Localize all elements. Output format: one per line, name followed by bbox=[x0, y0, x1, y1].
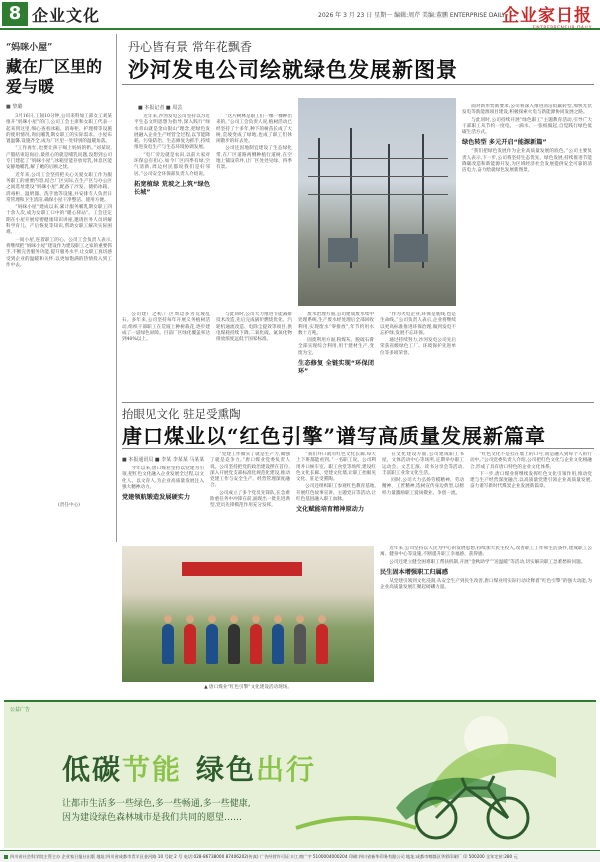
footer bbox=[0, 850, 600, 862]
paragraph: 近年来,公司坚持以人民为中心的发展思想,持续加大民生投入,改善职工工作和生活条件,建成职工公寓、健身中心等设施,不断提升职工幸福感、获得感。 bbox=[380, 546, 592, 558]
article2-column bbox=[122, 466, 204, 544]
logo-text: 企业家日报 bbox=[502, 6, 592, 26]
bicycle-illustration bbox=[276, 708, 576, 848]
advert-headline-part: 绿色 bbox=[196, 753, 257, 786]
advert-headline-part: 低碳 bbox=[62, 753, 123, 786]
article2-column bbox=[380, 546, 592, 680]
power-plant-photo bbox=[298, 98, 456, 306]
footer-text: 四川省社会科学院主管主办 企业家日报社出版 地址:四川省成都市青羊区金河路 10 号院 2 号 电话:028-86738000 87406202(传真) 广告经营许可证:川工商广字 5100004000204 印刷:四川省新华印务有限公司 地址:成都市郫都区华彩印刷厂 印 500200 全年定价:280 元 bbox=[10, 854, 518, 859]
advert-slogan-line: 因为建设绿色森林城市是我们共同的愿望…… bbox=[62, 813, 243, 823]
paragraph: 面对新形势新要求,公司将深入推进清洁低碳转型,加快光伏发电等新能源项目建设,积极探索火电与新能源协同发展之路。 bbox=[462, 104, 592, 116]
article1-column bbox=[380, 312, 456, 398]
page-number: 8 bbox=[2, 2, 28, 26]
subheading: 党建领航锻造发展硬实力 bbox=[122, 494, 191, 502]
article1-title: 沙河发电公司绘就绿色发展新图景 bbox=[128, 57, 458, 82]
subheading: 生态修复 全链实现“环保闭环” bbox=[298, 360, 374, 376]
divider bbox=[122, 84, 594, 85]
article2-column bbox=[210, 452, 290, 544]
paragraph: 今年以来,唐口煤业坚持以党建为引领,把红色文化融入企业发展全过程,以文化人、以文育人,为企业高质量发展注入强大精神动力。 bbox=[122, 466, 204, 490]
masthead bbox=[0, 0, 600, 28]
paragraph: 公司还组织职工参观红色教育基地,开展红色故事宣讲、主题党日等活动,让红色基因融入职工血脉。 bbox=[296, 484, 376, 503]
article2-column bbox=[470, 452, 592, 544]
paragraph: 废水治理方面,公司建成废水集中处理系统,生产废水经处理后全部回收利用,实现废水“零排放”,年节约用水数十万吨。 bbox=[298, 312, 374, 336]
paragraph: 近年来,公司工会坚持把关心关爱女职工作为服务职工的重要内容,结合厂区实际,在生产区与办公区之间选址建设“妈咪小屋”,配备了沙发、储奶冰箱、消毒柜、温奶器、洗手池等设施,并安排专人负责日常管理和卫生清洁,确保小屋干净整洁、使用方便。 bbox=[6, 172, 112, 203]
paragraph: 3月16日,工间10分钟,公司来料加工部女工刘某推开“妈咪小屋”的门,公司工会主席和女职工代表一起来到这里,细心查看冰箱、消毒柜、护理椅等设施的使用情况,询问哺乳期女职工的实际需求。小屋布置温馨,设施齐全,成为厂区里一处特别的温暖角落。 bbox=[6, 114, 112, 145]
paragraph: “党建工作做实了就是生产力,做强了就是竞争力。”唐口煤业党委负责人说。公司坚持把党的政治建设摆在首位,深入开展党支部标准化规范化建设,推动党建工作与安全生产、经营管理深度融合。 bbox=[210, 452, 290, 489]
newspaper-logo bbox=[502, 1, 592, 31]
subheading: 拓宽植绿 荒坡之上筑“绿色长城” bbox=[134, 180, 210, 196]
article1-kicker: 丹心皆有景 常年花飘香 bbox=[128, 40, 252, 54]
article1-column bbox=[134, 114, 210, 306]
paragraph: 通过持续努力,沙河发电公司先后荣获省级绿色工厂、环境保护先进单位等多项荣誉。 bbox=[380, 338, 456, 356]
paragraph: 公司还因地制宜建设了生态绿化带,在厂区道路两侧种植行道树,在空地上铺设草坪,让厂区处处见绿、四季有景。 bbox=[216, 146, 292, 171]
article1-column bbox=[122, 312, 210, 398]
paragraph: 公司还建立健全困难职工帮扶机制,开展“金秋助学”“送温暖”等活动,切实解决职工急难愁盼问题。 bbox=[389, 559, 586, 565]
paragraph: 一间小屋,连着职工的心。公司工会负责人表示,将继续把“妈咪小屋”建设作为建设职工之家的重要抓手,不断完善服务功能,提升服务水平,让女职工真切感受到企业的温暖和关怀,以更加饱满的热情投入到工作中去。 bbox=[6, 237, 112, 268]
paragraph: “作为火电企业,环保是底线,也是生命线。”公司负责人表示,企业将继续以更高标准推进环保治理,做到发电不忘护绿,发展不忘环保。 bbox=[380, 312, 456, 336]
left-article bbox=[6, 36, 112, 536]
left-article-kicker: “妈咪小屋” bbox=[6, 43, 53, 53]
section-title: 企业文化 bbox=[32, 6, 101, 25]
subheading: 绿色转型 多元开启“能源新篇” bbox=[462, 139, 547, 147]
article2-column bbox=[296, 452, 376, 544]
article1-column bbox=[462, 104, 592, 398]
divider bbox=[122, 402, 594, 403]
article1-column bbox=[216, 114, 292, 306]
article2-byline: ■ 本报通讯员 ■ 李某 李某某 马某某 bbox=[122, 457, 205, 463]
article1-byline: ■ 本报记者 ■ 周芸 bbox=[138, 105, 183, 111]
paragraph: 从党建引领到文化浸润,从安全生产到民生改善,唐口煤业用实际行动诠释着“红色引擎”的强大动能,为企业高质量发展汇聚起磅礴力量。 bbox=[380, 578, 592, 591]
paragraph: “我们井口就有红色文化长廊,每天上下班都能看到。”一名职工说。公司利用井口候车室、职工食堂等场所,建设红色文化长廊、党建文化墙,让职工抬眼见文化、驻足受熏陶。 bbox=[296, 452, 376, 483]
paragraph: 固废利用方面,粉煤灰、脱硫石膏全部实现综合利用,用于建材生产,变废为宝。 bbox=[298, 338, 374, 356]
advert-headline-part: 节能 bbox=[122, 753, 183, 786]
advert-slogan-line: 让都市生活多一些绿色,多一些畅通,多一些健康, bbox=[62, 799, 251, 809]
left-article-body bbox=[6, 114, 112, 269]
staff-activity-photo bbox=[122, 546, 374, 682]
advert-headline-part: 出行 bbox=[256, 753, 317, 786]
paragraph: 公司成立了多个党员先锋队,在急难险重任务中冲锋在前,涌现出一批先进典型,党员先锋模范作用充分发挥。 bbox=[210, 490, 290, 509]
article2-title: 唐口煤业以“红色引擎”谱写高质量发展新篇章 bbox=[122, 424, 547, 448]
column-divider bbox=[116, 34, 117, 542]
paragraph: “这片树林是职工们一棵一棵种出来的。”公司工会负责人说,植树活动已经坚持了十多年,种下的树苗长成了大树,荒坡变成了绿地,也成了职工们休闲散步的好去处。 bbox=[216, 114, 292, 145]
photo-caption: ▲ 唐口煤业“红色引擎”文化建设活动现场。 bbox=[204, 685, 292, 690]
paragraph: 与此同时,公司大力推进节能减排技术改造,先后完成锅炉燃烧优化、汽轮机通流改造、电除尘提效等项目,供电煤耗持续下降,二氧化硫、氮氧化物排放浓度远低于国家标准。 bbox=[216, 312, 292, 343]
issue-info: 2026 年 3 月 23 日 星期一 编辑:周芹 美编:董鹏 ENTERPRISE DAILY bbox=[318, 12, 506, 19]
footer-marker-icon bbox=[4, 855, 8, 859]
left-article-end-note: (责任中心) bbox=[58, 503, 80, 508]
paragraph: “我们把绿色发展作为企业高质量发展的底色。”公司主要负责人表示,下一步,公司将坚持生态优先、绿色发展,持续推进节能降碳改造和新能源开发,为区域经济社会发展提供安全可靠的清洁电力,奋力绘就绿色发展新图景。 bbox=[462, 149, 592, 174]
article1-column bbox=[216, 312, 292, 398]
subheading: 民生固本增强职工归属感 bbox=[380, 568, 449, 576]
paragraph: 公司建厂之初,厂区周边多为荒坡乱石。多年来,公司坚持每年开展义务植树活动,组织干部职工在荒坡上种树栽花,逐步建成了一道绿色屏障。目前厂区绿化覆盖率达到40%以上。 bbox=[122, 312, 210, 343]
left-article-title: 藏在厂区里的爱与暖 bbox=[6, 57, 103, 96]
subheading: 文化赋能培育精神原动力 bbox=[296, 506, 365, 514]
red-banner bbox=[182, 562, 302, 576]
article1-column bbox=[298, 312, 374, 398]
paragraph: 与此同时,公司持续开展“绿色职工”主题教育活动,引导广大干部职工从节约一度电、一滴水、一张纸做起,自觉践行绿色低碳生活方式。 bbox=[462, 117, 592, 136]
advert-label: 公益广告 bbox=[10, 707, 31, 713]
paragraph: 在文化建设方面,公司建成职工书屋、文体活动中心等场所,定期举办职工运动会、文艺汇演、读书分享会等活动,丰富职工业余文化生活。 bbox=[382, 452, 464, 476]
public-service-advert bbox=[4, 700, 596, 848]
paragraph: “妈咪小屋”建成以来,累计服务哺乳期女职工四十余人次,成为女职工口中的“暖心驿站”。工会还定期在小屋开展母婴健康知识讲座,邀请医务人员讲解科学育儿、产后恢复等知识,帮助女职工解决实际困难。 bbox=[6, 205, 112, 236]
paragraph: “红色文化不是挂在墙上的口号,而是融入到每个人的行动中。”公司党委负责人介绍,公司把红色文化与企业文化相融合,形成了具有唐口特色的企业文化体系。 bbox=[470, 452, 592, 470]
paragraph: “电厂旁边就是农田,以前大家对环保总有担心,如今厂区四季有绿,空气清新,周边村民都说我们是好邻居。”公司安全环保部负责人介绍说。 bbox=[134, 152, 210, 177]
header-rule bbox=[0, 28, 600, 30]
paragraph: 近年来,沙河发电公司坚持以习近平生态文明思想为指导,深入践行“绿水青山就是金山银山”理念,把绿色发展融入企业生产经营全过程,以节能降耗、污染防治、生态修复为抓手,持续推进发电生产与生态环境协调发展。 bbox=[134, 114, 210, 151]
paragraph: 同时,公司大力弘扬劳模精神、劳动精神、工匠精神,选树宣传身边典型,以榜样力量激励职工爱岗敬业、争创一流。 bbox=[382, 478, 464, 496]
divider bbox=[122, 448, 594, 449]
article2-column bbox=[382, 452, 464, 544]
left-article-author: ■ 黎璐 bbox=[6, 104, 23, 110]
paragraph: “工作再忙,也要让孩子喝上妈妈的奶。”刘某说,产假结束返岗后,最担心的就是哺乳问题,没想到公司专门建起了“妈咪小屋”,冰箱里能存放母乳,休息区能安静地哺乳,解了她的后顾之忧。 bbox=[6, 146, 112, 171]
paragraph: 下一步,唐口煤业将继续发挥红色文化引领作用,推动党建与生产经营深度融合,以高质量党建引领企业高质量发展,奋力谱写新时代煤炭企业发展新篇章。 bbox=[470, 471, 592, 490]
article2-kicker: 抬眼见文化 驻足受熏陶 bbox=[122, 407, 241, 421]
